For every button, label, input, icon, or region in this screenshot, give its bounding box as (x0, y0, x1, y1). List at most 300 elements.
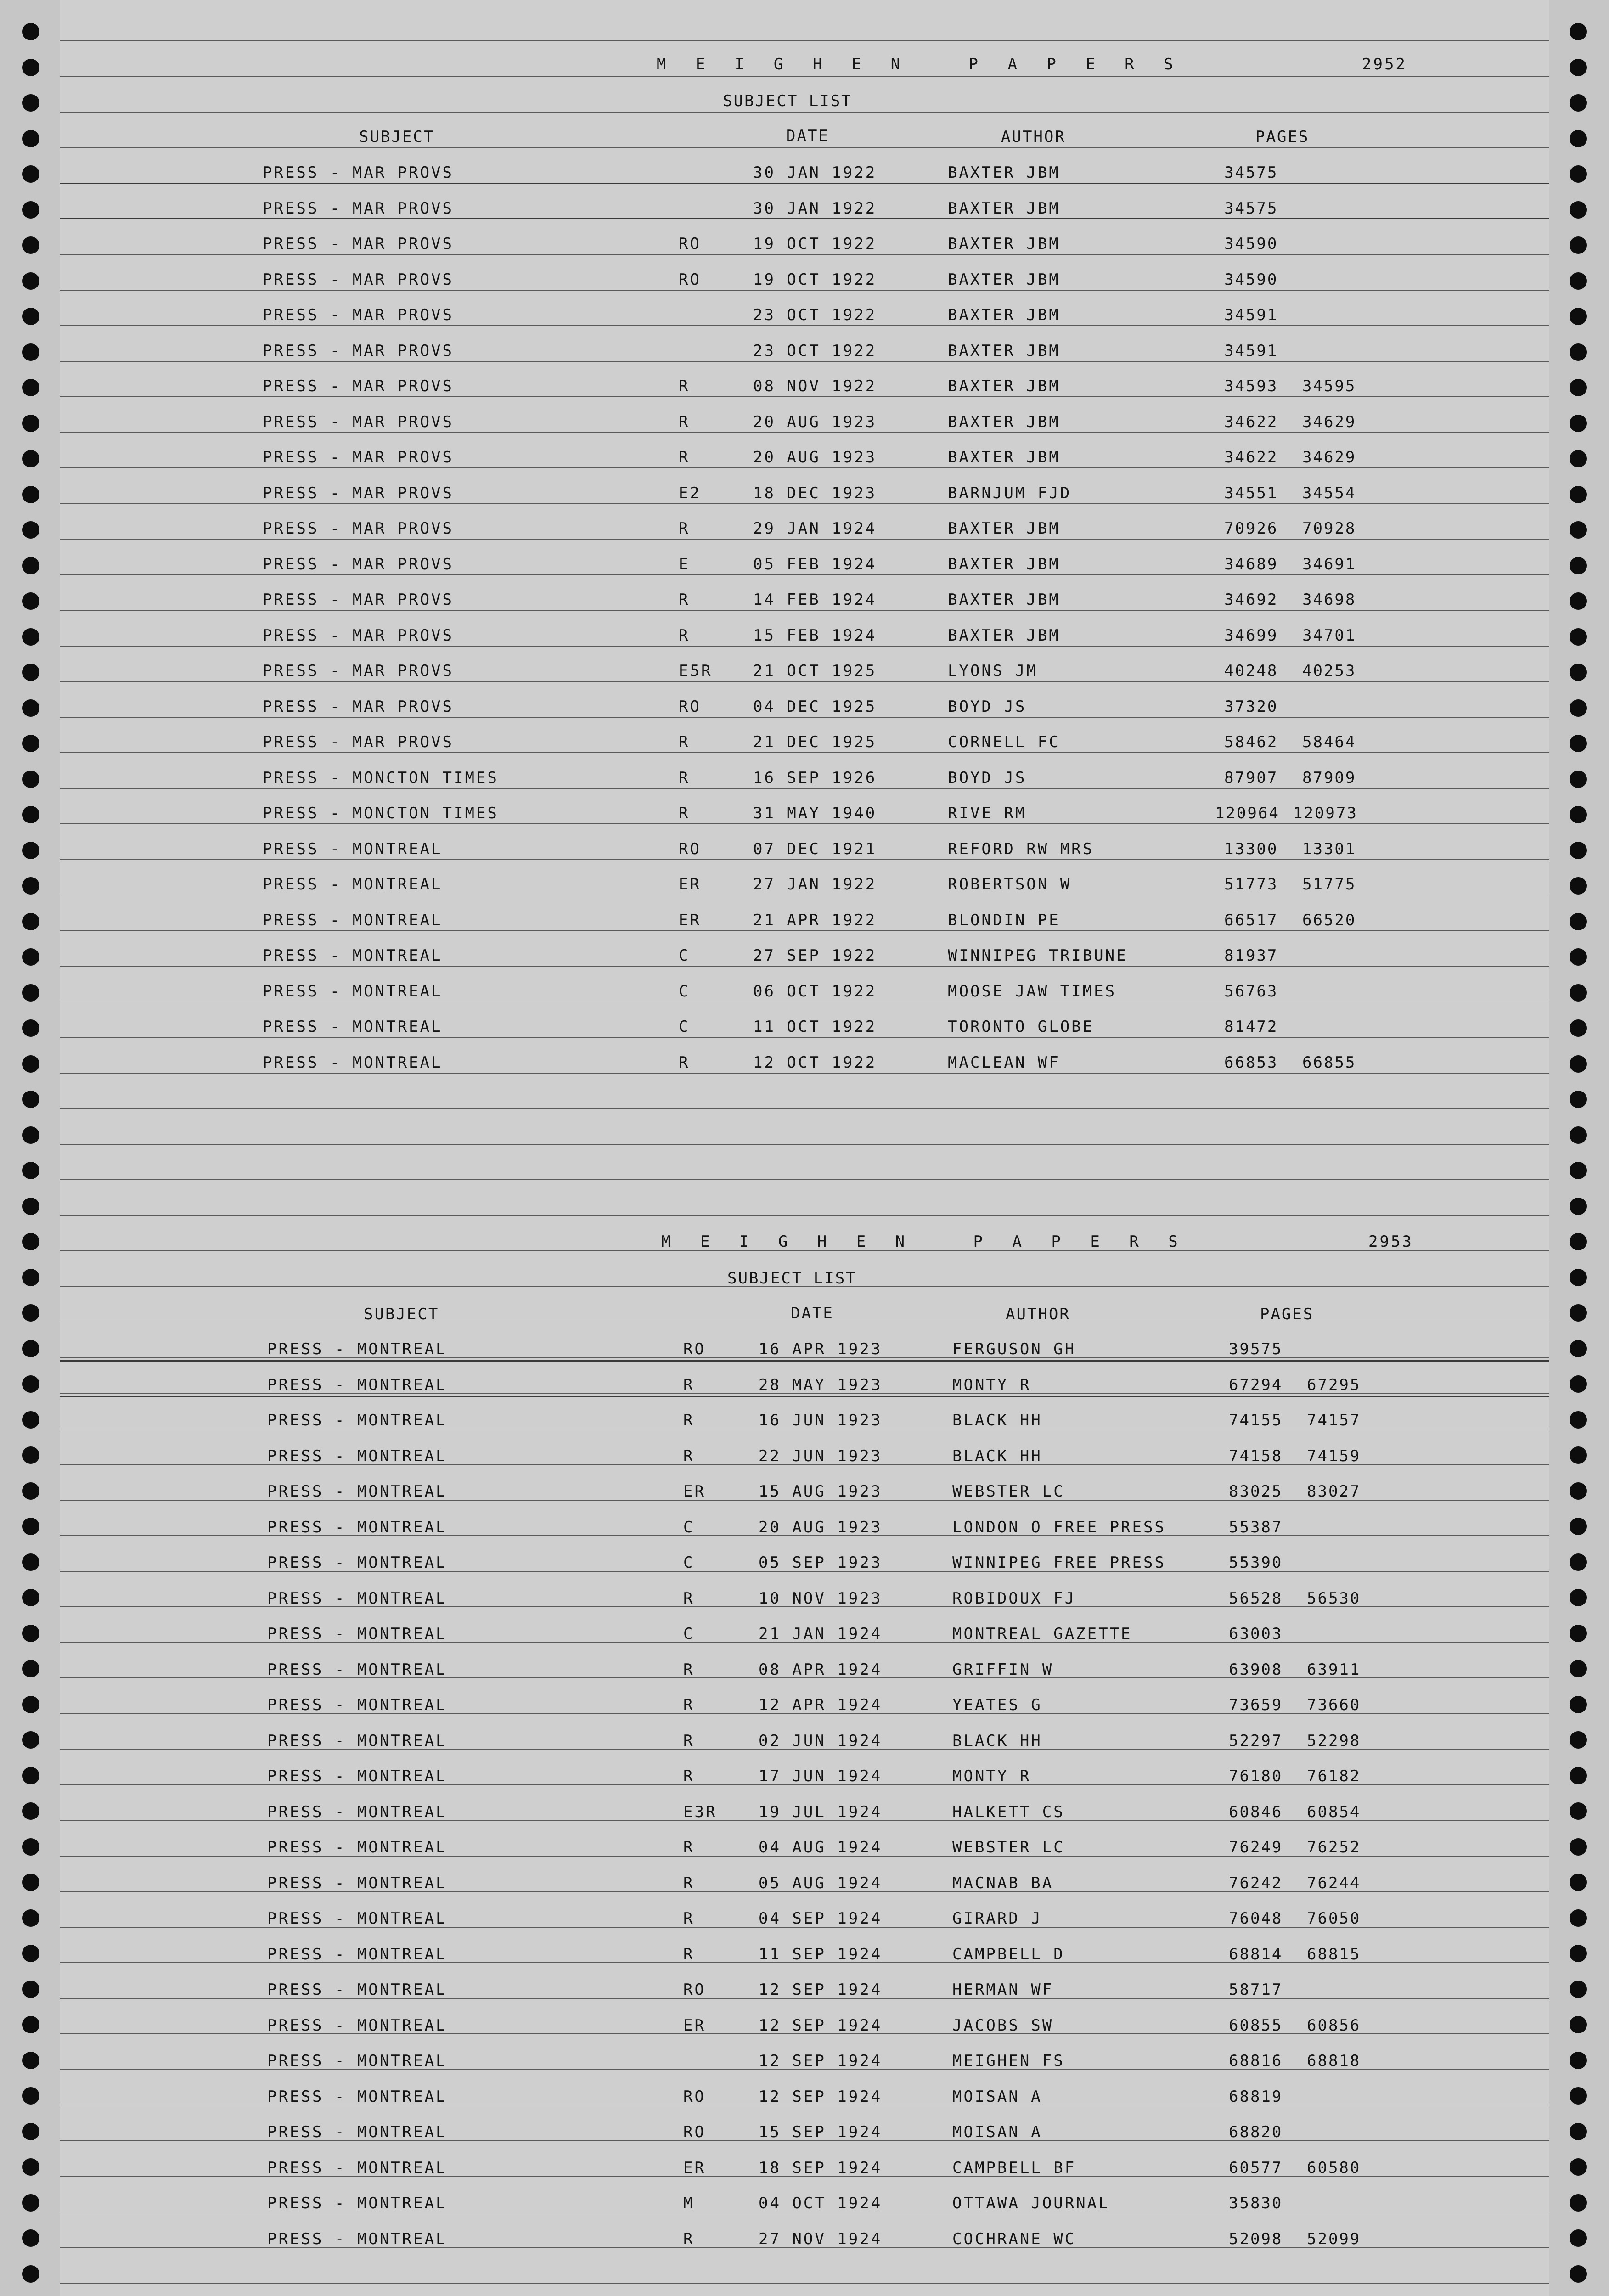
sprocket-hole (22, 2194, 39, 2212)
cell-page-end: 13301 (1302, 840, 1356, 858)
cell-code: R (683, 1909, 695, 1928)
sprocket-hole (1570, 664, 1587, 681)
sprocket-hole (1570, 735, 1587, 752)
cell-page-start: 55387 (1229, 1518, 1283, 1536)
cell-page-end: 56530 (1307, 1589, 1361, 1608)
cell-subject: PRESS - MONTREAL (267, 1732, 447, 1750)
cell-code: RO (683, 1340, 706, 1358)
cell-subject: PRESS - MONTREAL (267, 1376, 447, 1394)
cell-subject: PRESS - MONTREAL (267, 1767, 447, 1785)
cell-code: R (683, 1945, 695, 1964)
ruled-line (60, 717, 1549, 718)
cell-subject: PRESS - MONTREAL (267, 2123, 447, 2141)
cell-author: BAXTER JBM (948, 270, 1060, 289)
cell-subject: PRESS - MAR PROVS (263, 448, 454, 467)
cell-code: E (679, 555, 690, 574)
cell-author: COCHRANE WC (952, 2230, 1076, 2248)
cell-author: MEIGHEN FS (952, 2052, 1065, 2070)
cell-author: ROBERTSON W (948, 875, 1072, 894)
cell-author: BAXTER JBM (948, 199, 1060, 218)
ruled-line (60, 1179, 1549, 1180)
cell-code: R (683, 1696, 695, 1714)
sprocket-hole (1570, 1553, 1587, 1571)
sprocket-hole (1570, 1518, 1587, 1535)
cell-page-start: 76249 (1229, 1838, 1283, 1857)
sprocket-hole (22, 2087, 39, 2105)
cell-page-start: 60855 (1229, 2016, 1283, 2035)
cell-subject: PRESS - MONTREAL (267, 1589, 447, 1608)
cell-code: ER (679, 875, 701, 894)
cell-author: WINNIPEG FREE PRESS (952, 1553, 1166, 1572)
cell-code: ER (679, 911, 701, 929)
cell-page-start: 52297 (1229, 1732, 1283, 1750)
cell-page-end: 70928 (1302, 519, 1356, 538)
ruled-line (60, 681, 1549, 682)
ruled-line (60, 1215, 1549, 1216)
sprocket-hole (1570, 1162, 1587, 1179)
cell-subject: PRESS - MAR PROVS (263, 199, 454, 218)
cell-author: MOOSE JAW TIMES (948, 982, 1117, 1001)
sprocket-hole (22, 1802, 39, 1820)
cell-date: 08 NOV 1922 (753, 377, 877, 395)
cell-subject: PRESS - MONTREAL (267, 2016, 447, 2035)
sprocket-hole (1570, 1909, 1587, 1927)
cell-page-start: 34551 (1224, 484, 1278, 502)
sprocket-hole (1570, 94, 1587, 112)
cell-author: LONDON O FREE PRESS (952, 1518, 1166, 1536)
cell-date: 04 AUG 1924 (759, 1838, 883, 1857)
sprocket-hole (1570, 1375, 1587, 1393)
cell-date: 19 JUL 1924 (759, 1803, 883, 1821)
cell-author: BOYD JS (948, 769, 1027, 787)
cell-page-start: 34622 (1224, 448, 1278, 467)
sprocket-hole (22, 628, 39, 646)
cell-author: OTTAWA JOURNAL (952, 2194, 1110, 2212)
cell-page-start: 37320 (1224, 698, 1278, 716)
sprocket-hole (1570, 699, 1587, 717)
ruled-line (60, 467, 1549, 468)
cell-page-end: 66520 (1302, 911, 1356, 929)
sprocket-hole (1570, 1269, 1587, 1286)
cell-date: 21 OCT 1925 (753, 662, 877, 680)
sprocket-hole (1570, 1660, 1587, 1677)
cell-code: E5R (679, 662, 713, 680)
ruled-line (60, 76, 1549, 77)
page1-title: M E I G H E N P A P E R S (657, 55, 1183, 73)
ruled-line (60, 503, 1549, 504)
sprocket-hole (22, 521, 39, 539)
cell-date: 27 JAN 1922 (753, 875, 877, 894)
cell-code: R (679, 1053, 690, 1072)
cell-date: 23 OCT 1922 (753, 306, 877, 324)
cell-page-start: 56763 (1224, 982, 1278, 1001)
cell-author: BAXTER JBM (948, 306, 1060, 324)
sprocket-hole (1570, 2016, 1587, 2033)
sprocket-hole (1570, 1731, 1587, 1749)
page1-number: 2952 (1362, 55, 1407, 73)
cell-code: R (683, 1838, 695, 1857)
cell-page-start: 52098 (1229, 2230, 1283, 2248)
cell-subject: PRESS - MONTREAL (263, 1018, 443, 1036)
cell-date: 27 SEP 1922 (753, 946, 877, 965)
sprocket-hole (1570, 59, 1587, 76)
cell-subject: PRESS - MAR PROVS (263, 733, 454, 751)
sprocket-hole (22, 948, 39, 966)
cell-page-end: 34629 (1302, 413, 1356, 431)
cell-subject: PRESS - MONTREAL (267, 1803, 447, 1821)
ruled-line (60, 40, 1549, 41)
ruled-line (60, 752, 1549, 753)
cell-subject: PRESS - MONTREAL (267, 2052, 447, 2070)
cell-code: R (683, 1874, 695, 1892)
cell-subject: PRESS - MAR PROVS (263, 484, 454, 502)
cell-code: ER (683, 1482, 706, 1501)
cell-author: BLONDIN PE (948, 911, 1060, 929)
cell-code: RO (679, 235, 701, 253)
sprocket-hole (22, 1981, 39, 1998)
cell-subject: PRESS - MAR PROVS (263, 662, 454, 680)
ruled-line (60, 147, 1549, 148)
cell-subject: PRESS - MONTREAL (267, 1981, 447, 1999)
cell-code: R (679, 413, 690, 431)
sprocket-hole (22, 236, 39, 254)
sprocket-hole (22, 2229, 39, 2247)
cell-subject: PRESS - MAR PROVS (263, 270, 454, 289)
cell-author: MONTY R (952, 1767, 1031, 1785)
cell-page-end: 76182 (1307, 1767, 1361, 1785)
page1-list-title: SUBJECT LIST (723, 92, 852, 110)
cell-subject: PRESS - MONTREAL (267, 2088, 447, 2106)
cell-date: 07 DEC 1921 (753, 840, 877, 858)
cell-page-end: 34629 (1302, 448, 1356, 467)
cell-page-start: 58462 (1224, 733, 1278, 751)
cell-subject: PRESS - MAR PROVS (263, 342, 454, 360)
cell-subject: PRESS - MAR PROVS (263, 555, 454, 574)
cell-page-start: 56528 (1229, 1589, 1283, 1608)
cell-page-end: 87909 (1302, 769, 1356, 787)
cell-author: HERMAN WF (952, 1981, 1054, 1999)
cell-author: GIRARD J (952, 1909, 1042, 1928)
cell-page-start: 76048 (1229, 1909, 1283, 1928)
page1-header-subject: SUBJECT (359, 128, 435, 146)
page1-header-author: AUTHOR (1001, 128, 1066, 146)
cell-code: RO (679, 840, 701, 858)
cell-date: 18 SEP 1924 (759, 2159, 883, 2177)
cell-author: BAXTER JBM (948, 448, 1060, 467)
ruled-line (60, 859, 1549, 860)
sprocket-hole (22, 201, 39, 219)
cell-page-end: 66855 (1302, 1053, 1356, 1072)
ruled-line (60, 1073, 1549, 1074)
ruled-line (60, 1396, 1549, 1397)
cell-code: R (679, 626, 690, 645)
cell-author: WEBSTER LC (952, 1482, 1065, 1501)
page2-title: M E I G H E N P A P E R S (661, 1232, 1188, 1251)
cell-author: CAMPBELL D (952, 1945, 1065, 1964)
cell-date: 04 DEC 1925 (753, 698, 877, 716)
cell-page-end: 74159 (1307, 1447, 1361, 1465)
cell-code: C (683, 1625, 695, 1643)
cell-page-end: 67295 (1307, 1376, 1361, 1394)
cell-author: MOISAN A (952, 2123, 1042, 2141)
cell-subject: PRESS - MAR PROVS (263, 413, 454, 431)
sprocket-hole (1570, 2052, 1587, 2069)
cell-subject: PRESS - MAR PROVS (263, 377, 454, 395)
ruled-line (60, 218, 1549, 219)
cell-date: 12 SEP 1924 (759, 2016, 883, 2035)
sprocket-hole (22, 913, 39, 930)
cell-author: HALKETT CS (952, 1803, 1065, 1821)
cell-subject: PRESS - MONTREAL (263, 875, 443, 894)
sprocket-hole (1570, 1696, 1587, 1713)
sprocket-hole (1570, 2194, 1587, 2212)
cell-page-start: 34590 (1224, 270, 1278, 289)
cell-page-end: 68815 (1307, 1945, 1361, 1964)
sprocket-hole (22, 1411, 39, 1429)
sprocket-hole (1570, 486, 1587, 503)
sprocket-hole (1570, 877, 1587, 895)
ruled-line (60, 396, 1549, 397)
cell-date: 21 DEC 1925 (753, 733, 877, 751)
cell-date: 12 SEP 1924 (759, 2088, 883, 2106)
cell-page-end: 83027 (1307, 1482, 1361, 1501)
sprocket-hole (22, 806, 39, 823)
cell-date: 16 JUN 1923 (759, 1411, 883, 1429)
cell-page-start: 51773 (1224, 875, 1278, 894)
cell-page-end: 52099 (1307, 2230, 1361, 2248)
cell-page-start: 74158 (1229, 1447, 1283, 1465)
sprocket-hole (22, 2158, 39, 2176)
sprocket-hole (1570, 1589, 1587, 1606)
cell-page-start: 81937 (1224, 946, 1278, 965)
page1-header-date: DATE (786, 127, 829, 145)
cell-subject: PRESS - MONTREAL (267, 1447, 447, 1465)
sprocket-hole (22, 1874, 39, 1891)
cell-author: YEATES G (952, 1696, 1042, 1714)
sprocket-hole (1570, 1838, 1587, 1856)
cell-page-start: 55390 (1229, 1553, 1283, 1572)
cell-subject: PRESS - MAR PROVS (263, 163, 454, 182)
cell-author: CORNELL FC (948, 733, 1060, 751)
sprocket-hole (1570, 806, 1587, 823)
sprocket-hole (22, 1019, 39, 1037)
sprocket-hole (1570, 1198, 1587, 1215)
sprocket-hole (1570, 1055, 1587, 1073)
sprocket-hole (22, 1625, 39, 1642)
sprocket-hole (1570, 2265, 1587, 2283)
sprocket-hole (1570, 1340, 1587, 1357)
sprocket-hole (22, 1589, 39, 1606)
sprocket-hole (22, 1909, 39, 1927)
cell-code: C (683, 1518, 695, 1536)
sprocket-hole (22, 664, 39, 681)
cell-page-start: 68820 (1229, 2123, 1283, 2141)
page1-header-pages: PAGES (1255, 128, 1310, 146)
cell-page-end: 76244 (1307, 1874, 1361, 1892)
ruled-line (60, 1108, 1549, 1109)
sprocket-hole (22, 23, 39, 40)
sprocket-hole (22, 308, 39, 325)
cell-page-end: 34554 (1302, 484, 1356, 502)
cell-author: BAXTER JBM (948, 342, 1060, 360)
sprocket-hole (22, 771, 39, 788)
sprocket-hole (1570, 1874, 1587, 1891)
page2-header-pages: PAGES (1260, 1305, 1314, 1323)
cell-date: 15 AUG 1923 (759, 1482, 883, 1501)
sprocket-hole (22, 343, 39, 361)
sprocket-hole (1570, 308, 1587, 325)
ruled-line (60, 539, 1549, 540)
cell-page-end: 76050 (1307, 1909, 1361, 1928)
cell-page-start: 74155 (1229, 1411, 1283, 1429)
cell-subject: PRESS - MONCTON TIMES (263, 769, 499, 787)
cell-code: RO (679, 270, 701, 289)
cell-page-start: 73659 (1229, 1696, 1283, 1714)
cell-page-start: 34590 (1224, 235, 1278, 253)
cell-subject: PRESS - MAR PROVS (263, 306, 454, 324)
cell-author: BAXTER JBM (948, 591, 1060, 609)
cell-code: ER (683, 2016, 706, 2035)
cell-page-start: 34593 (1224, 377, 1278, 395)
cell-page-start: 58717 (1229, 1981, 1283, 1999)
sprocket-hole (1570, 948, 1587, 966)
cell-page-start: 34575 (1224, 199, 1278, 218)
cell-page-start: 40248 (1224, 662, 1278, 680)
cell-date: 20 AUG 1923 (753, 448, 877, 467)
cell-code: C (679, 946, 690, 965)
sprocket-hole (22, 1198, 39, 1215)
sprocket-hole (1570, 343, 1587, 361)
ruled-line (60, 361, 1549, 362)
cell-page-start: 60846 (1229, 1803, 1283, 1821)
ruled-line (60, 112, 1549, 113)
sprocket-hole (22, 699, 39, 717)
cell-date: 11 SEP 1924 (759, 1945, 883, 1964)
sprocket-hole (22, 1375, 39, 1393)
cell-date: 21 APR 1922 (753, 911, 877, 929)
ruled-line (60, 646, 1549, 647)
cell-page-start: 34575 (1224, 163, 1278, 182)
sprocket-hole (1570, 1019, 1587, 1037)
cell-page-start: 70926 (1224, 519, 1278, 538)
cell-subject: PRESS - MONTREAL (267, 1945, 447, 1964)
sprocket-hole (22, 1304, 39, 1322)
page2-header-date: DATE (791, 1304, 834, 1322)
cell-date: 11 OCT 1922 (753, 1018, 877, 1036)
sprocket-hole (1570, 201, 1587, 219)
cell-date: 27 NOV 1924 (759, 2230, 883, 2248)
cell-author: FERGUSON GH (952, 1340, 1076, 1358)
cell-page-start: 87907 (1224, 769, 1278, 787)
cell-date: 05 FEB 1924 (753, 555, 877, 574)
cell-date: 29 JAN 1924 (753, 519, 877, 538)
sprocket-hole (22, 592, 39, 610)
sprocket-hole (22, 1091, 39, 1108)
cell-page-end: 34595 (1302, 377, 1356, 395)
cell-page-start: 83025 (1229, 1482, 1283, 1501)
cell-date: 28 MAY 1923 (759, 1376, 883, 1394)
cell-subject: PRESS - MONTREAL (267, 1838, 447, 1857)
cell-code: R (683, 2230, 695, 2248)
cell-code: M (683, 2194, 695, 2212)
page2-number: 2953 (1368, 1232, 1413, 1251)
cell-author: BAXTER JBM (948, 163, 1060, 182)
cell-page-start: 60577 (1229, 2159, 1283, 2177)
cell-page-end: 34691 (1302, 555, 1356, 574)
cell-date: 20 AUG 1923 (759, 1518, 883, 1536)
cell-date: 15 SEP 1924 (759, 2123, 883, 2141)
cell-subject: PRESS - MONTREAL (267, 1660, 447, 1679)
cell-page-start: 68819 (1229, 2088, 1283, 2106)
ruled-line (60, 432, 1549, 433)
sprocket-hole (1570, 2158, 1587, 2176)
cell-author: BLACK HH (952, 1447, 1042, 1465)
cell-subject: PRESS - MONTREAL (267, 2159, 447, 2177)
cell-date: 30 JAN 1922 (753, 163, 877, 182)
cell-code: R (683, 1660, 695, 1679)
cell-author: WEBSTER LC (952, 1838, 1065, 1857)
sprocket-hole (22, 2052, 39, 2069)
cell-subject: PRESS - MAR PROVS (263, 591, 454, 609)
cell-code: R (683, 1589, 695, 1608)
sprocket-hole (22, 2123, 39, 2140)
cell-author: MACLEAN WF (948, 1053, 1060, 1072)
cell-page-start: 39575 (1229, 1340, 1283, 1358)
cell-code: RO (683, 1981, 706, 1999)
cell-date: 02 JUN 1924 (759, 1732, 883, 1750)
cell-code: R (683, 1411, 695, 1429)
cell-subject: PRESS - MONTREAL (267, 1696, 447, 1714)
sprocket-hole (22, 379, 39, 396)
cell-subject: PRESS - MONTREAL (263, 911, 443, 929)
cell-code: R (679, 377, 690, 395)
cell-page-end: 40253 (1302, 662, 1356, 680)
sprocket-hole (1570, 1802, 1587, 1820)
cell-date: 14 FEB 1924 (753, 591, 877, 609)
cell-page-start: 120964 (1215, 804, 1280, 822)
cell-date: 22 JUN 1923 (759, 1447, 883, 1465)
sprocket-hole (22, 1446, 39, 1464)
sprocket-hole (1570, 2087, 1587, 2105)
cell-author: BAXTER JBM (948, 235, 1060, 253)
sprocket-hole (1570, 592, 1587, 610)
cell-date: 16 APR 1923 (759, 1340, 883, 1358)
cell-author: BAXTER JBM (948, 555, 1060, 574)
cell-author: BLACK HH (952, 1732, 1042, 1750)
cell-page-start: 13300 (1224, 840, 1278, 858)
cell-code: R (679, 804, 690, 822)
cell-page-start: 66853 (1224, 1053, 1278, 1072)
sprocket-hole (1570, 2123, 1587, 2140)
cell-author: REFORD RW MRS (948, 840, 1094, 858)
sprocket-hole (22, 1838, 39, 1856)
cell-subject: PRESS - MONTREAL (267, 1411, 447, 1429)
cell-author: JACOBS SW (952, 2016, 1054, 2035)
cell-page-start: 68814 (1229, 1945, 1283, 1964)
cell-code: E3R (683, 1803, 717, 1821)
cell-page-start: 34622 (1224, 413, 1278, 431)
sprocket-hole (22, 450, 39, 467)
cell-date: 05 AUG 1924 (759, 1874, 883, 1892)
sprocket-hole (22, 1731, 39, 1749)
sprocket-hole (1570, 771, 1587, 788)
cell-author: MACNAB BA (952, 1874, 1054, 1892)
sprocket-hole (1570, 521, 1587, 539)
cell-subject: PRESS - MONTREAL (267, 1482, 447, 1501)
cell-page-start: 34692 (1224, 591, 1278, 609)
ruled-line (60, 574, 1549, 575)
sprocket-hole (1570, 23, 1587, 40)
